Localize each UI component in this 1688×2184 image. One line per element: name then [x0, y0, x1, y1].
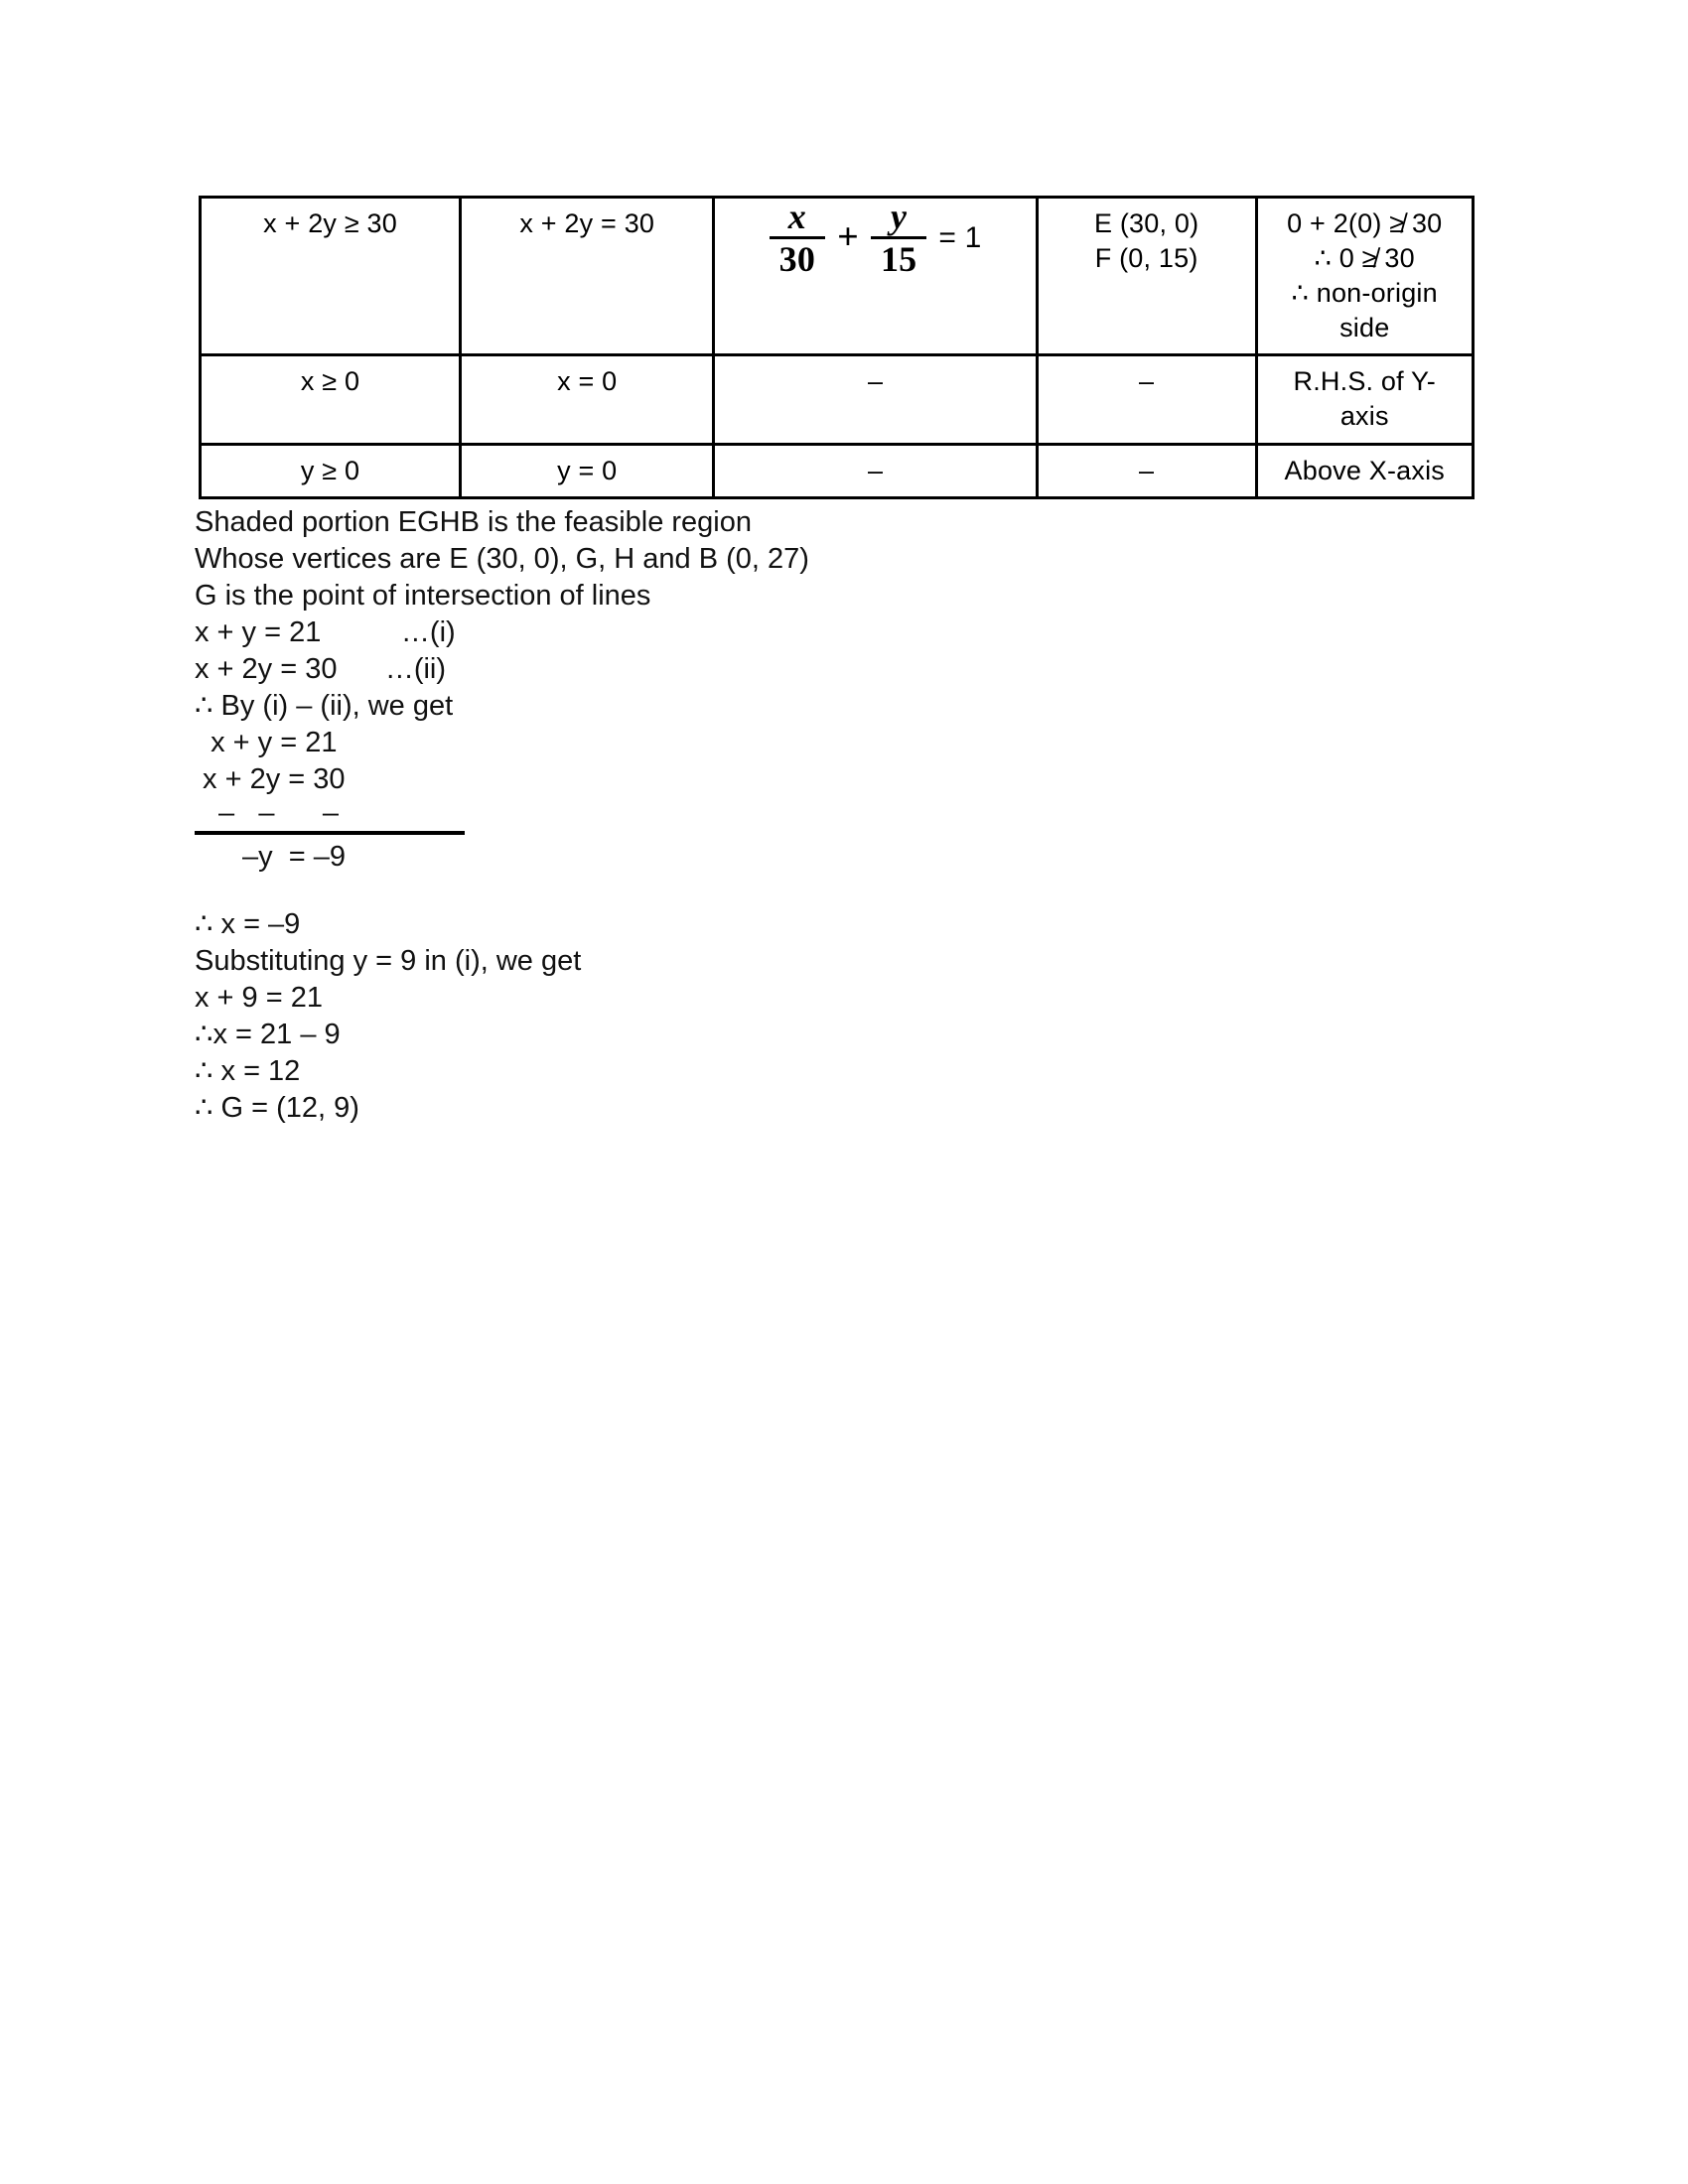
cell-inequality: x ≥ 0: [201, 355, 461, 444]
solution-line-x-equals-neg9: ∴ x = –9: [195, 908, 301, 940]
point-e: E (30, 0): [1093, 208, 1199, 238]
table-row: [201, 355, 1474, 444]
solution-line-equation-i: x + y = 21 …(i): [195, 616, 456, 648]
point-f: F (0, 15): [1094, 243, 1198, 274]
cell-intercept-form: –: [714, 355, 1037, 444]
cell-equation: y = 0: [461, 444, 714, 497]
cell-intercept-form: –: [714, 444, 1037, 497]
subtraction-horizontal-rule: [195, 831, 465, 835]
cell-inequality: x + 2y ≥ 30: [201, 198, 461, 355]
cell-points: [1037, 198, 1256, 355]
solution-line-vertices: Whose vertices are E (30, 0), G, H and B (0, 27): [195, 543, 809, 575]
fraction-numerator: y: [891, 197, 908, 236]
region-side-line-1: ∴ non-origin: [1291, 278, 1438, 309]
solution-text-block: [195, 504, 1287, 1127]
cell-equation: x + 2y = 30: [461, 198, 714, 355]
cell-points: –: [1037, 444, 1256, 497]
solution-line-x-equals-12: ∴ x = 12: [195, 1055, 301, 1087]
cell-points: –: [1037, 355, 1256, 444]
solution-line-x-plus-9: x + 9 = 21: [195, 982, 323, 1014]
subtraction-result: –y = –9: [242, 841, 346, 873]
cell-region: [1256, 198, 1473, 355]
region-conclusion-line: ∴ 0 ≱ 30: [1314, 243, 1415, 274]
fraction-denominator: 30: [778, 239, 816, 279]
cell-equation: x = 0: [461, 355, 714, 444]
subtraction-equation-1: x + y = 21: [195, 727, 338, 758]
cell-intercept-form: [714, 198, 1037, 355]
fraction-x-over-30: [770, 199, 825, 277]
equals-one: = 1: [938, 221, 982, 254]
constraints-table: [199, 196, 1475, 499]
region-test-line: 0 + 2(0) ≱ 30: [1287, 208, 1443, 238]
fraction-denominator: 15: [880, 239, 917, 279]
solution-line-g-point: ∴ G = (12, 9): [195, 1092, 359, 1124]
solution-line-x-equals-21-minus-9: ∴x = 21 – 9: [195, 1019, 341, 1050]
fraction-numerator: x: [787, 197, 806, 236]
region-line-1: R.H.S. of Y-: [1293, 366, 1436, 397]
table-row: [201, 444, 1474, 497]
solution-line-by-subtraction: ∴ By (i) – (ii), we get: [195, 690, 454, 722]
subtraction-equation-2: x + 2y = 30: [195, 763, 346, 795]
region-line-2: axis: [1339, 401, 1389, 432]
solution-line-intersection: G is the point of intersection of lines: [195, 580, 651, 612]
subtraction-work-block: [195, 725, 532, 877]
intercept-form-equation: [721, 199, 1029, 277]
fraction-y-over-15: [871, 199, 926, 277]
plus-operator: +: [837, 215, 859, 258]
spacer: [195, 877, 1287, 906]
subtraction-sign-row: – – –: [211, 797, 339, 829]
solution-line-substituting: Substituting y = 9 in (i), we get: [195, 945, 582, 977]
region-side-line-2: side: [1339, 313, 1390, 343]
region-line-1: Above X-axis: [1284, 455, 1445, 485]
table-row: [201, 198, 1474, 355]
solution-line-feasible-region: Shaded portion EGHB is the feasible region: [195, 506, 753, 538]
cell-region: [1256, 355, 1473, 444]
cell-region: [1256, 444, 1473, 497]
cell-inequality: y ≥ 0: [201, 444, 461, 497]
solution-line-equation-ii: x + 2y = 30 …(ii): [195, 653, 447, 685]
